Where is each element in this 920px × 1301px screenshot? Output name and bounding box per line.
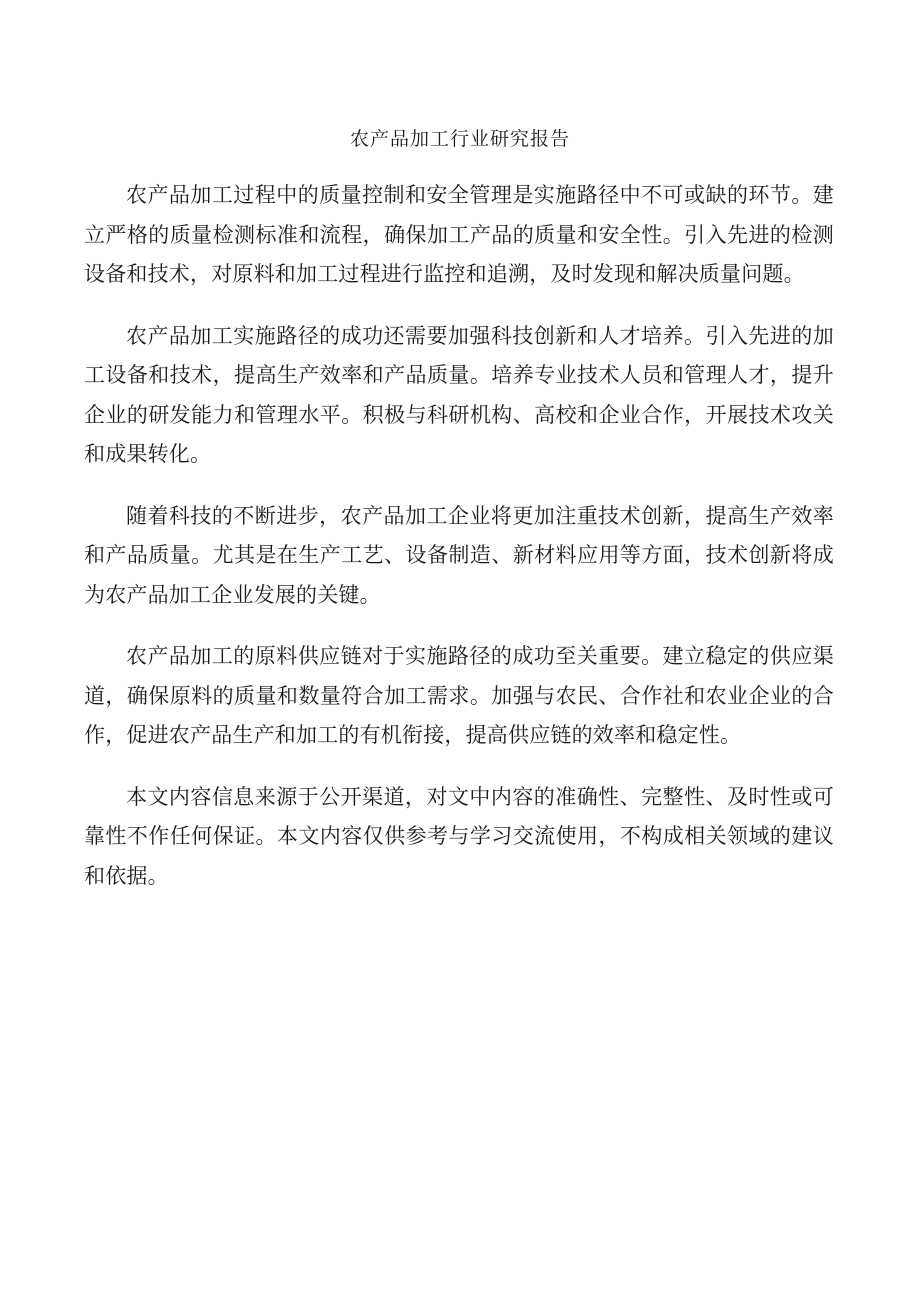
- paragraph-supply-chain: 农产品加工的原料供应链对于实施路径的成功至关重要。建立稳定的供应渠道，确保原料的质量和数量符合加工需求。加强与农民、合作社和农业企业的合作，促进农产品生产和加工的有机衔接，提高供应链的效率和稳定性。: [84, 644, 834, 747]
- paragraph-disclaimer: 本文内容信息来源于公开渠道，对文中内容的准确性、完整性、及时性或可靠性不作任何保证。本文内容仅供参考与学习交流使用，不构成相关领域的建议和依据。: [84, 784, 834, 888]
- paragraph-quality-control: 农产品加工过程中的质量控制和安全管理是实施路径中不可或缺的环节。建立严格的质量检测标准和流程，确保加工产品的质量和安全性。引入先进的检测设备和技术，对原料和加工过程进行监控和追溯，及时发现和解决质量问题。: [84, 183, 834, 286]
- paragraph-technology-progress: 随着科技的不断进步，农产品加工企业将更加注重技术创新，提高生产效率和产品质量。尤其是在生产工艺、设备制造、新材料应用等方面，技术创新将成为农产品加工企业发展的关键。: [84, 503, 834, 607]
- document-title: 农产品加工行业研究报告: [349, 128, 570, 150]
- paragraph-innovation-talent: 农产品加工实施路径的成功还需要加强科技创新和人才培养。引入先进的加工设备和技术，提高生产效率和产品质量。培养专业技术人员和管理人才，提升企业的研发能力和管理水平。积极与科研机构、高校和企业合作，开展技术攻关和成果转化。: [84, 323, 834, 466]
- document-body: [84, 176, 834, 918]
